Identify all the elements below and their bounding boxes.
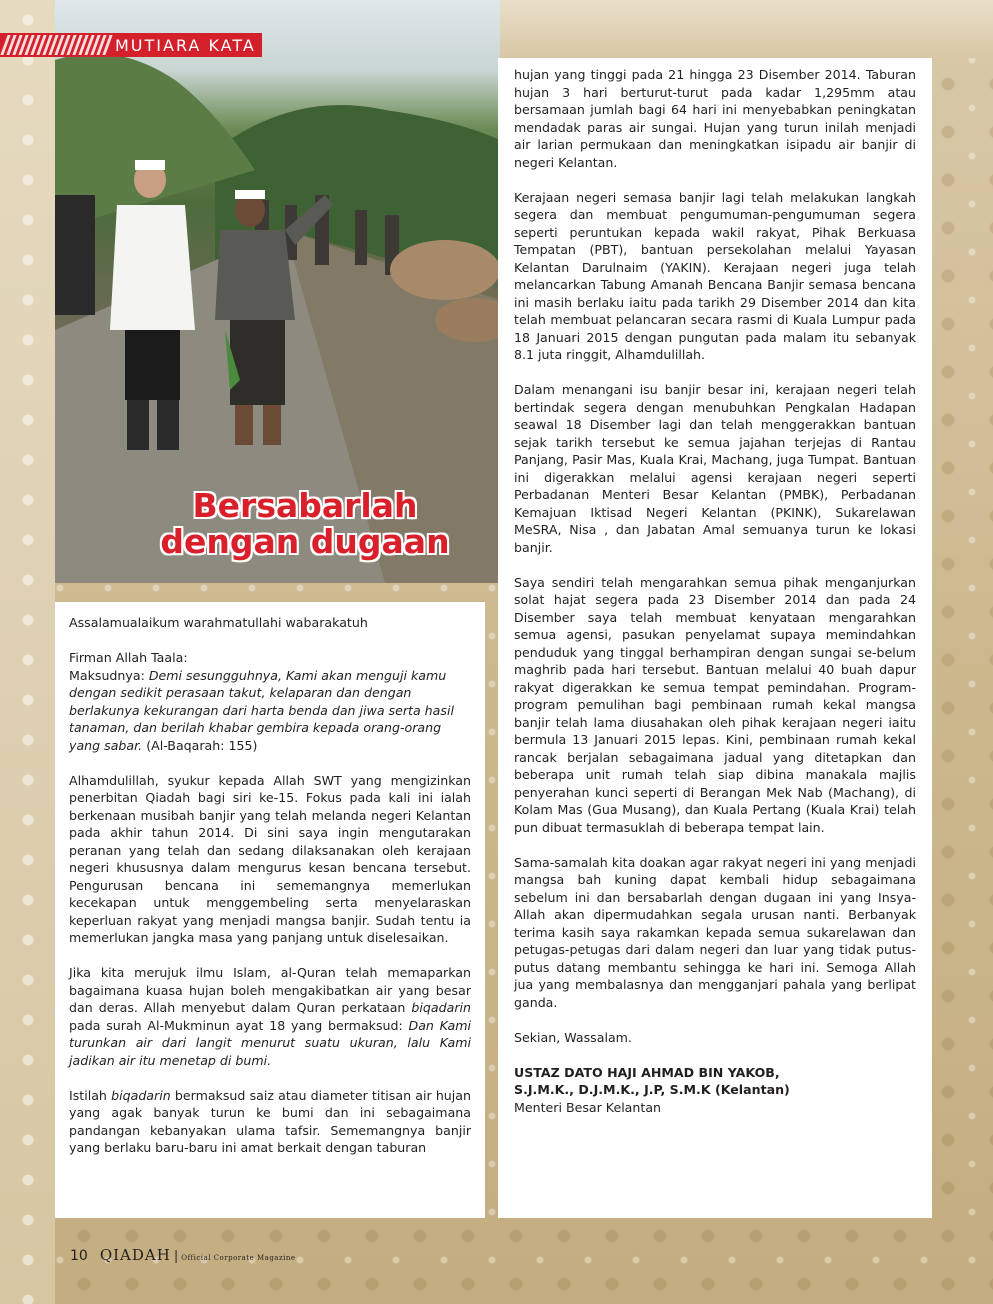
footer-divider: | <box>173 1249 179 1264</box>
p3-text-b: bermaksud saiz atau diameter titisan air hujan yang agak banyak turun ke bumi dan ini sebagaimana pandangan kebanyakan ulama tafsir. Sememangnya banjir yang berlaku baru-baru ini amat berkait dengan taburan <box>69 1087 471 1155</box>
magazine-name: QIADAH <box>99 1246 171 1264</box>
page-number: 10 <box>70 1248 88 1264</box>
right-text-column <box>498 58 932 1218</box>
top-ornament-strip <box>480 0 993 58</box>
page-footer <box>70 1246 296 1264</box>
verse-text: Demi sesungguhnya, Kami akan menguji kamu dengan sedikit perasaan takut, kelaparan dan dengan berlakunya kekurangan dari harta benda dan jiwa serta hasil tanaman, dan berilah khabar gembira kepada orang-orang yang sabar. <box>69 667 454 753</box>
magazine-tagline: Official Corporate Magazine <box>181 1254 296 1262</box>
signature-titles: S.J.M.K., D.J.M.K., J.P, S.M.K (Kelantan) <box>514 1082 790 1097</box>
p2-quote: Dan Kami turunkan air dari langit menurut suatu ukuran, lalu Kami jadikan air itu menetap di bumi. <box>69 1017 471 1068</box>
p2-term: biqadarin <box>411 1000 471 1015</box>
body-paragraph-3 <box>69 1087 471 1157</box>
headline-line-2: dengan dugaan <box>160 522 450 561</box>
firman-label: Firman Allah Taala: <box>69 650 188 665</box>
p3-term: biqadarin <box>111 1087 171 1103</box>
left-text-column <box>55 602 485 1218</box>
right-paragraph-3: Dalam menangani isu banjir besar ini, kerajaan negeri telah bertindak segera dengan menubuhkan Pengkalan Hadapan seawal 18 Disember lagi dan telah menggerakkan bantuan sejak tarikh tersebut ke semua jajahan terjejas di Rantau Panjang, Pasir Mas, Kuala Krai, Machang, juga Tumpat. Bantuan ini digerakkan melalui agensi kerajaan negeri seperti Perbadanan Menteri Besar Kelantan (PMBK), Perbadanan Kemajuan Iktisad Negeri Kelantan (PKINK), Sukarelawan MeSRA, Nisa , dan Jabatan Amal semuanya turun ke lokasi banjir. <box>514 382 916 555</box>
p2-text-a: Jika kita merujuk ilmu Islam, al-Quran telah memaparkan bagaimana kuasa hujan boleh mengakibatkan air yang besar dan deras. Allah menyebut dalam Quran perkataan <box>69 965 471 1015</box>
verse-paragraph <box>69 667 471 755</box>
maksudnya-label: Maksudnya: <box>69 667 145 683</box>
left-ornament-strip <box>0 0 55 1304</box>
p2-text-b: pada surah Al-Mukminun ayat 18 yang bermaksud: <box>69 1017 403 1033</box>
signature-name: USTAZ DATO HAJI AHMAD BIN YAKOB, <box>514 1064 780 1080</box>
article-headline <box>115 488 495 560</box>
headline-line-1: Bersabarlah <box>192 486 418 525</box>
signature-role: Menteri Besar Kelantan <box>514 1099 662 1115</box>
right-paragraph-5: Sama-samalah kita doakan agar rakyat negeri ini yang menjadi mangsa bah kuning dapat kembali hidup sebagaimana sebelum ini dan bersabarlah dengan dugaan ini yang Insya-Allah akan dipermudahkan segala urusan nanti. Berbanyak terima kasih saya rakamkan kepada semua sukarelawan dan petugas-petugas dari dalam negeri dan luar yang tidak putus-putus datang membantu sehingga ke hari ini. Semoga Allah jua yang membalasnya dan mengganjari pahala yang berlipat ganda. <box>514 854 916 1010</box>
right-paragraph-2: Kerajaan negeri semasa banjir lagi telah melakukan langkah segera dan membuat pengumuman-pengumuman segera seperti peruntukan kepada wakil rakyat, Pihak Berkuasa Tempatan (PBT), bantuan persekolahan melalui Yayasan Kelantan Darulnaim (YAKIN). Kerajaan negeri juga telah melancarkan Tabung Amanah Bencana Banjir semasa bencana ini masih berlaku iaitu pada tarikh 29 Disember 2014 dan kita telah membuat pelancaran secara rasmi di Kuala Lumpur pada 18 Januari 2015 dengan pungutan pada malam itu sebanyak 8.1 juta ringgit, Alhamdulillah. <box>514 189 916 362</box>
p3-text-a: Istilah <box>69 1087 107 1103</box>
section-title: MUTIARA KATA <box>115 35 256 55</box>
body-paragraph-2 <box>69 964 471 1069</box>
header-stripes <box>4 35 109 55</box>
right-paragraph-1: hujan yang tinggi pada 21 hingga 23 Disember 2014. Taburan hujan 3 hari berturut-turut pada kadar 1,295mm atau bersamaan jumlah bagi 64 hari ini menyebabkan peningkatan mendadak paras air sungai. Hujan yang turun inilah menjadi air larian permukaan dan meningkatkan isipadu air banjir di negeri Kelantan. <box>514 67 916 170</box>
closing: Sekian, Wassalam. <box>514 1029 632 1045</box>
verse-reference: (Al-Baqarah: 155) <box>146 737 258 753</box>
greeting: Assalamualaikum warahmatullahi wabarakatuh <box>69 615 368 630</box>
right-paragraph-4: Saya sendiri telah mengarahkan semua pihak menganjurkan solat hajat segera pada 23 Disember 2014 dan pada 24 Disember saya telah membuat kenyataan mengarahkan semua agensi, pasukan penyelamat supaya memindahkan penduduk yang tinggal berhampiran dengan sungai se-belum maghrib pada hari tersebut. Bantuan melalui 40 buah dapur rakyat digerakkan ke semua tempat pemindahan. Program-program pemulihan bagi pembinaan rumah kekal mangsa banjir telah lama diusahakan oleh pihak kerajaan negeri iaitu bermula 13 Januari 2015 lepas. Kini, pembinaan rumah kekal rancak berjalan sebagaimana jadual yang ditetapkan dan beberapa unit rumah telah siap dibina manakala majlis penyerahan kunci seperti di Berangan Mek Nab (Machang), di Kolam Mas (Gua Musang), dan Kuala Pertang (Kuala Krai) telah pun dibuat termasuklah di beberapa tempat lain. <box>514 574 916 835</box>
body-paragraph-1: Alhamdulillah, syukur kepada Allah SWT yang mengizinkan penerbitan Qiadah bagi siri ke-15. Fokus pada kali ini ialah berkenaan musibah banjir yang telah melanda negeri Kelantan pada akhir tahun 2014. Di sini saya ingin mengutarakan peranan yang telah dan sedang dilaksanakan oleh kerajaan negeri khususnya dalam mengurus kesan bencana tersebut. Pengurusan bencana ini sememangnya memerlukan kecekapan untuk menggembeling serta menyelaraskan keperluan rakyat yang menjadi mangsa banjir. Sudah tentu ia memerlukan jangka masa yang panjang untuk diselesaikan. <box>69 772 471 945</box>
section-header <box>0 33 262 57</box>
flood-visit-photo <box>55 0 500 583</box>
